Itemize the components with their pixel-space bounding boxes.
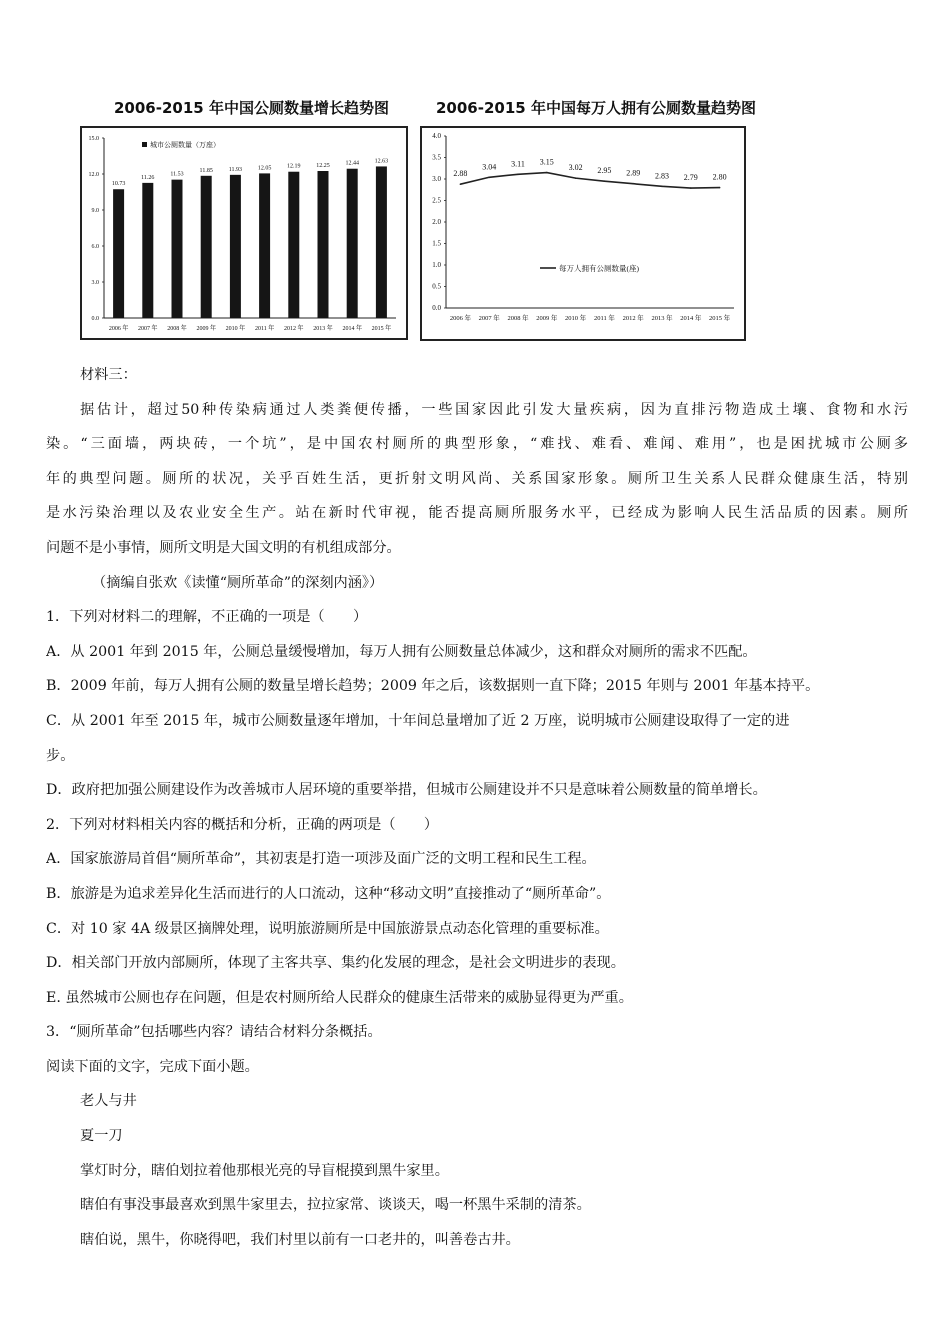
legend-swatch bbox=[142, 142, 147, 147]
data-label: 2.88 bbox=[453, 169, 468, 179]
bar bbox=[259, 173, 270, 318]
bar bbox=[172, 180, 183, 318]
data-label: 12.44 bbox=[345, 160, 359, 167]
q1-option-a: A．从 2001 年到 2015 年，公厕总量缓慢增加，每万人拥有公厕数量总体减少，这和群众对厕所的需求不匹配。 bbox=[46, 643, 757, 660]
line-chart bbox=[422, 128, 744, 339]
bar bbox=[347, 169, 358, 318]
x-tick-label: 2008 年 bbox=[507, 315, 529, 322]
data-label: 12.63 bbox=[374, 158, 389, 165]
bar bbox=[230, 175, 241, 318]
data-label: 2.95 bbox=[597, 166, 612, 176]
bar-chart-title: 2006-2015 年中国公厕数量增长趋势图 bbox=[114, 99, 389, 117]
data-label: 2.79 bbox=[683, 173, 698, 183]
bar bbox=[113, 189, 124, 318]
y-tick-label: 0.0 bbox=[91, 316, 99, 322]
data-point bbox=[690, 187, 692, 189]
story-author: 夏一刀 bbox=[80, 1128, 123, 1145]
q2-option-b: B．旅游是为追求差异化生活而进行的人口流动，这种“移动文明”直接推动了“厕所革命”。 bbox=[46, 885, 611, 902]
data-point bbox=[460, 183, 462, 185]
q2-option-a: A．国家旅游局首倡“厕所革命”，其初衷是打造一项涉及面广泛的文明工程和民生工程。 bbox=[46, 851, 596, 868]
y-tick-label: 1.0 bbox=[432, 261, 441, 269]
y-tick-label: 3.0 bbox=[91, 280, 99, 286]
x-tick-label: 2010 年 bbox=[225, 326, 246, 332]
legend-label: 城市公厕数量（万座） bbox=[150, 141, 220, 149]
data-label: 2.80 bbox=[712, 172, 727, 182]
bar bbox=[376, 166, 387, 318]
x-tick-label: 2009 年 bbox=[536, 315, 558, 322]
line-chart-title: 2006-2015 年中国每万人拥有公厕数量趋势图 bbox=[436, 99, 756, 117]
data-point bbox=[661, 186, 663, 188]
q1-option-c-cont: 步。 bbox=[46, 747, 75, 764]
data-label: 3.02 bbox=[568, 163, 583, 173]
reading-instruction: 阅读下面的文字，完成下面小题。 bbox=[46, 1058, 259, 1075]
x-tick-label: 2006 年 bbox=[108, 326, 129, 332]
y-tick-label: 3.5 bbox=[432, 153, 441, 162]
x-tick-label: 2010 年 bbox=[565, 315, 587, 322]
data-label: 12.25 bbox=[316, 163, 330, 169]
bar-chart bbox=[82, 128, 406, 338]
x-tick-label: 2008 年 bbox=[167, 326, 187, 332]
q2-option-d: D．相关部门开放内部厕所，体现了主客共享、集约化发展的理念，是社会文明进步的表现。 bbox=[46, 955, 625, 972]
q2-option-c: C．对 10 家 4A 级景区摘牌处理，说明旅游厕所是中国旅游景点动态化管理的重要标准。 bbox=[46, 920, 609, 937]
question-1: 1．下列对材料二的理解，不正确的一项是（ ） bbox=[46, 609, 368, 626]
document-body bbox=[46, 358, 908, 1257]
data-point bbox=[488, 176, 490, 178]
paragraph-line: 染。“三面墙，两块砖，一个坑”，是中国农村厕所的典型形象，“难找、难看、难闻、难用”，也是困扰城市公厕多 bbox=[46, 436, 908, 453]
bar bbox=[142, 183, 153, 318]
data-label: 3.11 bbox=[511, 159, 525, 169]
paragraph-line: 据估计，超过50种传染病通过人类粪便传播，一些国家因此引发大量疾病，因为直排污物造成土壤、食物和水污 bbox=[80, 401, 908, 418]
data-label: 11.93 bbox=[228, 166, 243, 173]
paragraph-line: 年的典型问题。厕所的状况，关乎百姓生活，更折射文明风尚、关系国家形象。厕所卫生关系人民群众健康生活，特别 bbox=[46, 470, 908, 487]
bar bbox=[288, 172, 299, 318]
data-label: 12.05 bbox=[257, 165, 272, 172]
bar bbox=[318, 171, 329, 318]
story-title: 老人与井 bbox=[80, 1093, 137, 1110]
y-tick-label: 0.5 bbox=[432, 282, 441, 291]
paragraph-line: 是水污染治理以及农业安全生产。站在新时代审视，能否提高厕所服务水平，已经成为影响人民生活品质的因素。厕所 bbox=[46, 505, 908, 522]
x-tick-label: 2011 年 bbox=[254, 326, 275, 332]
data-label: 11.85 bbox=[199, 167, 213, 174]
y-tick-label: 15.0 bbox=[88, 136, 99, 142]
data-label: 12.19 bbox=[287, 163, 301, 170]
x-tick-label: 2012 年 bbox=[284, 326, 304, 332]
legend-label: 每万人拥有公厕数量(座) bbox=[559, 264, 639, 273]
x-tick-label: 2012 年 bbox=[622, 315, 644, 322]
question-2: 2．下列对材料相关内容的概括和分析，正确的两项是（ ） bbox=[46, 816, 439, 833]
story-paragraph: 掌灯时分，瞎伯划拉着他那根光亮的导盲棍摸到黑牛家里。 bbox=[80, 1162, 449, 1179]
material-heading: 材料三： bbox=[80, 367, 137, 383]
x-tick-label: 2011 年 bbox=[593, 315, 615, 322]
data-label: 2.83 bbox=[655, 171, 669, 181]
series-line bbox=[460, 173, 719, 188]
q1-option-b: B．2009 年前，每万人拥有公厕的数量呈增长趋势；2009 年之后，该数据则一直下降；2015 年则与 2001 年基本持平。 bbox=[46, 678, 820, 695]
data-label: 3.15 bbox=[539, 157, 554, 167]
data-point bbox=[517, 173, 519, 175]
data-label: 10.73 bbox=[111, 181, 126, 188]
y-tick-label: 6.0 bbox=[91, 244, 99, 250]
q2-option-e: E. 虽然城市公厕也存在问题，但是农村厕所给人民群众的健康生活带来的威胁显得更为严重。 bbox=[46, 989, 633, 1006]
line-chart-frame bbox=[420, 126, 746, 341]
data-label: 11.26 bbox=[141, 174, 155, 181]
q1-option-c: C．从 2001 年至 2015 年，城市公厕数量逐年增加，十年间总量增加了近 2 万座，说明城市公厕建设取得了一定的进 bbox=[46, 712, 790, 729]
x-tick-label: 2006 年 bbox=[449, 315, 471, 322]
y-tick-label: 1.5 bbox=[432, 239, 441, 248]
y-tick-label: 0.0 bbox=[432, 304, 441, 312]
x-tick-label: 2013 年 bbox=[313, 326, 333, 332]
bar-chart-frame bbox=[80, 126, 408, 340]
x-tick-label: 2015 年 bbox=[371, 326, 392, 332]
data-label: 3.04 bbox=[482, 162, 497, 172]
y-tick-label: 9.0 bbox=[91, 208, 99, 214]
y-tick-label: 2.5 bbox=[432, 196, 441, 205]
story-paragraph: 瞎伯有事没事最喜欢到黑牛家里去，拉拉家常、谈谈天，喝一杯黑牛采制的清茶。 bbox=[80, 1197, 591, 1214]
data-point bbox=[575, 177, 577, 179]
y-tick-label: 12.0 bbox=[88, 172, 99, 178]
data-point bbox=[604, 180, 606, 182]
x-tick-label: 2015 年 bbox=[709, 315, 731, 322]
x-tick-label: 2007 年 bbox=[138, 326, 158, 332]
bar bbox=[201, 176, 212, 318]
data-point bbox=[719, 187, 721, 189]
story-paragraph: 瞎伯说，黑牛，你晓得吧，我们村里以前有一口老井的，叫善卷古井。 bbox=[80, 1231, 520, 1248]
paragraph-line: 问题不是小事情，厕所文明是大国文明的有机组成部分。 bbox=[46, 539, 401, 556]
data-label: 11.53 bbox=[170, 171, 184, 178]
q1-option-d: D．政府把加强公厕建设作为改善城市人居环境的重要举措，但城市公厕建设并不只是意味着公厕数量的简单增长。 bbox=[46, 782, 767, 799]
x-tick-label: 2013 年 bbox=[651, 315, 673, 322]
y-tick-label: 3.0 bbox=[432, 175, 441, 183]
y-tick-label: 2.0 bbox=[432, 218, 441, 226]
data-point bbox=[546, 172, 548, 174]
x-tick-label: 2014 年 bbox=[342, 326, 362, 332]
source-citation: （摘编自张欢《读懂“厕所革命”的深刻内涵》） bbox=[92, 574, 384, 591]
data-point bbox=[632, 183, 634, 185]
y-tick-label: 4.0 bbox=[432, 132, 441, 140]
x-tick-label: 2007 年 bbox=[478, 315, 500, 322]
data-label: 2.89 bbox=[626, 168, 641, 178]
x-tick-label: 2014 年 bbox=[680, 315, 702, 322]
x-tick-label: 2009 年 bbox=[196, 326, 216, 332]
question-3: 3．“厕所革命”包括哪些内容？请结合材料分条概括。 bbox=[46, 1024, 382, 1041]
